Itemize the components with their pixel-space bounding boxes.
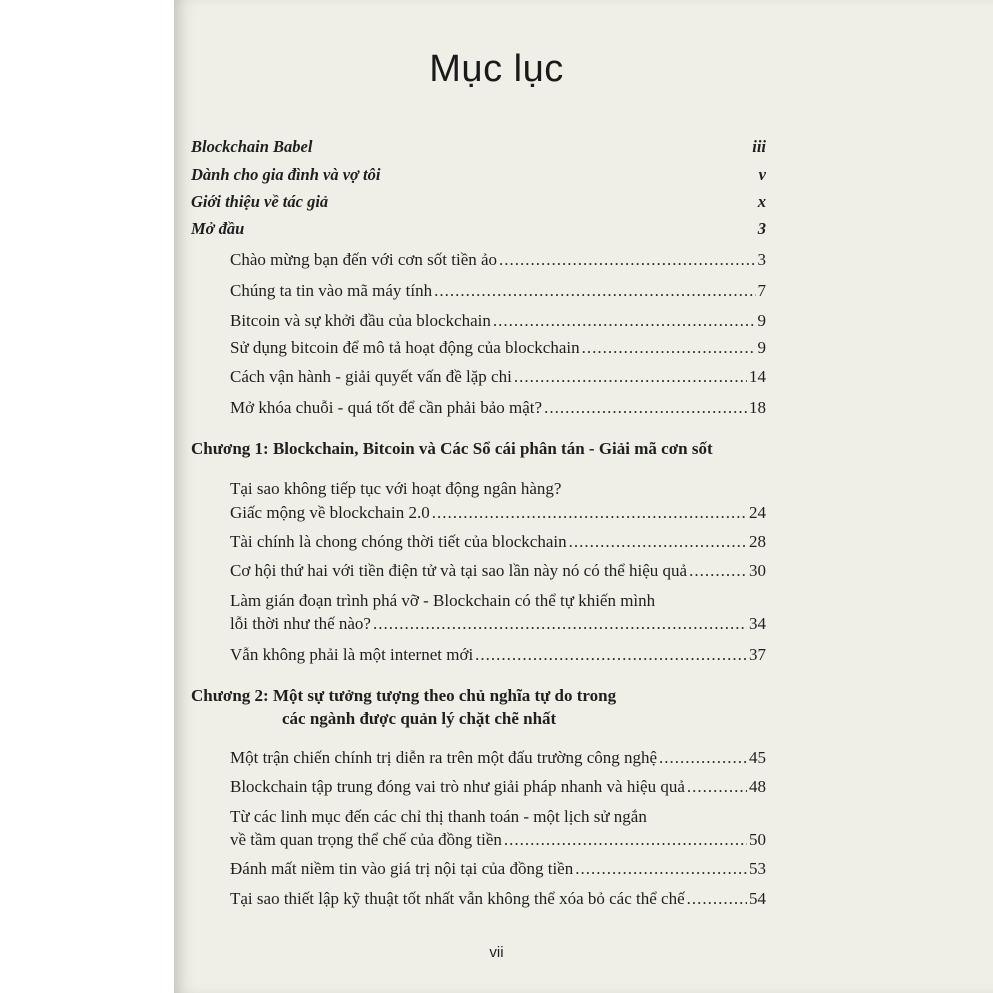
toc-entry <box>230 858 766 880</box>
toc-entry-front <box>191 218 766 240</box>
toc-entry <box>230 888 766 910</box>
toc-entry <box>230 310 766 332</box>
entry-label: Giấc mộng về blockchain 2.0 <box>230 503 430 522</box>
entry-page: iii <box>752 137 766 156</box>
entry-page: 53 <box>749 859 766 878</box>
toc-entry-line1: Làm gián đoạn trình phá vỡ - Blockchain có thể tự khiến mình <box>230 591 656 610</box>
toc-entry <box>230 560 766 582</box>
entry-page: 3 <box>757 219 766 238</box>
toc-entry-line1: Từ các linh mục đến các chỉ thị thanh toán - một lịch sử ngắn <box>230 807 647 826</box>
entry-label: Mở đầu <box>191 219 245 238</box>
entry-label: Cách vận hành - giải quyết vấn đề lặp chi <box>230 367 512 386</box>
entry-page: 7 <box>757 281 766 300</box>
toc-entry-no-page: Tại sao không tiếp tục với hoạt động ngân hàng? <box>230 479 562 498</box>
toc-entry <box>230 644 766 666</box>
entry-page: 9 <box>757 311 766 330</box>
chapter-2-heading: Chương 2: Một sự tưởng tượng theo chủ nghĩa tự do trong <box>191 686 617 705</box>
entry-page: 18 <box>749 398 766 417</box>
entry-label: về tầm quan trọng thể chế của đồng tiền <box>230 830 502 849</box>
page-title: Mục lục <box>429 48 564 90</box>
entry-label: Chào mừng bạn đến với cơn sốt tiền ảo <box>230 250 498 269</box>
entry-page: 37 <box>749 645 766 664</box>
toc-entry <box>230 337 766 359</box>
toc-entry <box>230 747 766 769</box>
entry-label: Vẫn không phải là một internet mới <box>230 645 474 664</box>
entry-label: lỗi thời như thế nào? <box>230 614 371 633</box>
entry-page: 9 <box>757 338 766 357</box>
entry-label: Chúng ta tin vào mã máy tính <box>230 281 433 300</box>
entry-label: Bitcoin và sự khởi đầu của blockchain <box>230 311 491 330</box>
toc-entry-front <box>191 164 766 186</box>
toc-entry <box>230 776 766 798</box>
toc-entry <box>230 397 766 419</box>
entry-page: 14 <box>749 367 766 386</box>
toc-entry <box>230 280 766 302</box>
toc-entry <box>230 613 766 635</box>
toc-entry-front <box>191 136 766 158</box>
entry-label: Blockchain tập trung đóng vai trò như giải pháp nhanh và hiệu quả <box>230 777 685 796</box>
toc-entry-front <box>191 191 766 213</box>
toc-entry <box>230 531 766 553</box>
entry-page: x <box>757 192 766 211</box>
entry-label: Dành cho gia đình và vợ tôi <box>191 165 381 184</box>
entry-page: 50 <box>749 830 766 849</box>
chapter-2-heading-cont: các ngành được quản lý chặt chẽ nhất <box>282 709 557 728</box>
entry-label: Tài chính là chong chóng thời tiết của blockchain <box>230 532 567 551</box>
entry-label: Mở khóa chuỗi - quá tốt để cần phải bảo mật? <box>230 398 543 417</box>
entry-label: Blockchain Babel <box>191 137 313 156</box>
entry-label: Đánh mất niềm tin vào giá trị nội tại của đồng tiền <box>230 859 574 878</box>
page-number: vii <box>489 944 504 961</box>
toc-entry <box>230 366 766 388</box>
entry-page: 28 <box>749 532 766 551</box>
entry-label: Tại sao thiết lập kỹ thuật tốt nhất vẫn không thể xóa bỏ các thể chế <box>230 889 685 908</box>
entry-page: 45 <box>749 748 766 767</box>
entry-label: Một trận chiến chính trị diễn ra trên một đấu trường công nghệ <box>230 748 658 767</box>
toc-entry <box>230 249 766 271</box>
entry-page: 3 <box>757 250 766 269</box>
toc-entry <box>230 502 766 524</box>
toc-entry <box>230 829 766 851</box>
entry-page: 24 <box>749 503 766 522</box>
entry-label: Cơ hội thứ hai với tiền điện tử và tại sao lần này nó có thể hiệu quả <box>230 561 688 580</box>
entry-label: Giới thiệu về tác giả <box>191 192 329 211</box>
entry-page: v <box>758 165 766 184</box>
entry-page: 30 <box>749 561 766 580</box>
entry-page: 34 <box>749 614 766 633</box>
entry-label: Sử dụng bitcoin để mô tả hoạt động của blockchain <box>230 338 580 357</box>
entry-page: 48 <box>749 777 766 796</box>
chapter-1-heading: Chương 1: Blockchain, Bitcoin và Các Sổ cái phân tán - Giải mã cơn sốt <box>191 439 713 458</box>
entry-page: 54 <box>749 889 766 908</box>
